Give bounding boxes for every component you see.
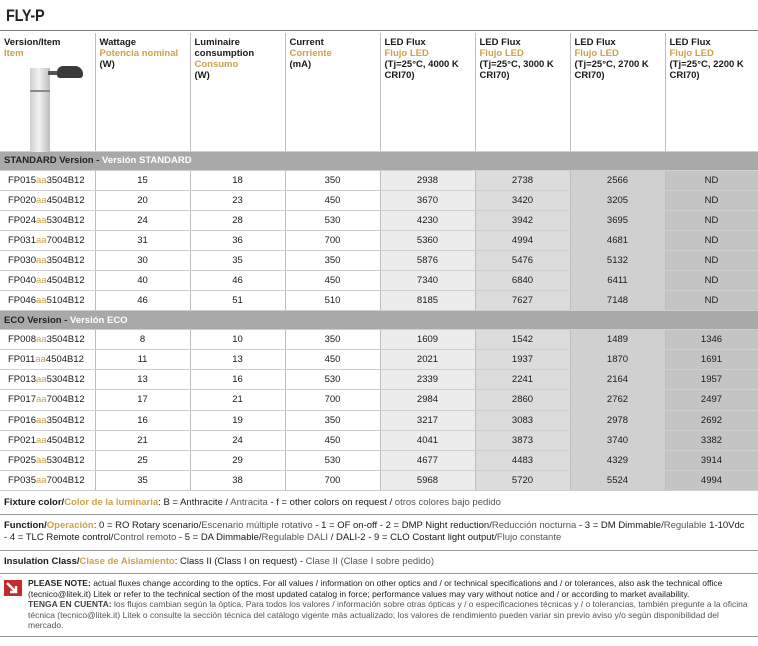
wattage-cell: 17 [95,390,190,410]
flux-4000k-cell: 7340 [380,270,475,290]
current-cell: 350 [285,410,380,430]
table-row [0,270,758,290]
current-cell: 350 [285,170,380,190]
flux-2700k-cell: 2164 [570,370,665,390]
page-title: FLY-P [6,6,45,25]
section-title: STANDARD Version - Versión STANDARD [0,151,758,170]
flux-3000k-cell: 5720 [475,470,570,490]
flux-2700k-cell: 4329 [570,450,665,470]
flux-2700k-cell: 7148 [570,291,665,311]
flux-3000k-cell: 1937 [475,350,570,370]
current-cell: 530 [285,210,380,230]
consumption-cell: 10 [190,330,285,350]
model-code: FP030aa3504B12 [0,250,95,270]
consumption-cell: 21 [190,390,285,410]
flux-4000k-cell: 2339 [380,370,475,390]
consumption-cell: 23 [190,190,285,210]
divider [0,636,758,637]
flux-2200k-cell: ND [665,230,758,250]
header-wattage: Wattage Potencia nominal (W) [95,33,190,151]
flux-2700k-cell: 4681 [570,230,665,250]
table-row [0,350,758,370]
table-header-row [0,33,758,151]
current-cell: 350 [285,250,380,270]
please-note-es: TENGA EN CUENTA: los flujos cambian según la óptica. Para todos los valores / información sobre otras ópticas y / o especificaciones técnicas y / o tolerancias, también pregunte a la oficina técnica (tecnico@litek.it) Litek o consulte la sección técnica del catálogo vigente más actualizado; los valores de rendimiento pueden variar sin previo aviso y/o según disponibilidad del mercado. [28,599,748,630]
flux-4000k-cell: 2984 [380,390,475,410]
current-cell: 530 [285,370,380,390]
consumption-cell: 46 [190,270,285,290]
table-body [0,151,758,490]
model-code: FP011aa4504B12 [0,350,95,370]
insulation-note: Insulation Class/Clase de Aislamiento: Class II (Class I on request) - Clase II (Clase I sobre pedido) [4,556,434,567]
wattage-cell: 15 [95,170,190,190]
wattage-cell: 24 [95,210,190,230]
flux-2200k-cell: 2692 [665,410,758,430]
flux-4000k-cell: 5876 [380,250,475,270]
function-note: Function/Operación: 0 = RO Rotary scenario/Escenario múltiple rotativo - 1 = OF on-off - 2 = DMP Night reduction/Reducción nocturna - 3 = DM Dimmable/Regulable 1-10Vdc - 4 = TLC Remote control/Control remoto - 5 = DA Dimmable/Regulable DALI / DALI-2 - 9 = CLO Costant light output/Flujo constante [4,520,745,543]
consumption-cell: 28 [190,210,285,230]
flux-2700k-cell: 2978 [570,410,665,430]
header-consumption: Luminaire consumption Consumo (W) [190,33,285,151]
table-row [0,410,758,430]
please-note-block [28,578,754,631]
flux-2700k-cell: 1870 [570,350,665,370]
luminaire-pole-band [30,90,50,92]
flux-2200k-cell: 1346 [665,330,758,350]
flux-2700k-cell: 3740 [570,430,665,450]
wattage-cell: 11 [95,350,190,370]
flux-3000k-cell: 2241 [475,370,570,390]
flux-4000k-cell: 4041 [380,430,475,450]
flux-4000k-cell: 3670 [380,190,475,210]
divider [0,573,758,574]
model-code: FP017aa7004B12 [0,390,95,410]
wattage-cell: 25 [95,450,190,470]
wattage-cell: 40 [95,270,190,290]
flux-3000k-cell: 4483 [475,450,570,470]
consumption-cell: 38 [190,470,285,490]
current-cell: 700 [285,390,380,410]
section-title: ECO Version - Versión ECO [0,311,758,330]
flux-4000k-cell: 1609 [380,330,475,350]
spec-table [0,33,758,491]
fixture-color-note: Fixture color/Color de la luminaria: B = Anthracite / Antracita - f = other colors on request / otros colores bajo pedido [4,497,501,508]
model-code: FP031aa7004B12 [0,230,95,250]
flux-3000k-cell: 3942 [475,210,570,230]
please-note-en: PLEASE NOTE: actual fluxes change according to the optics. For all values / information on other optics and / or technical specifications and / or tolerances, also ask the technical office (tecnico@litek.it) Litek or refer to the technical section of the most updated catalog in force; performance values may vary without notice and / or according to market availability. [28,578,723,599]
current-cell: 700 [285,230,380,250]
header-version: Version/Item Item [0,33,95,151]
flux-4000k-cell: 5360 [380,230,475,250]
consumption-cell: 16 [190,370,285,390]
model-code: FP035aa7004B12 [0,470,95,490]
flux-4000k-cell: 5968 [380,470,475,490]
table-row [0,250,758,270]
table-row [0,170,758,190]
flux-2200k-cell: ND [665,270,758,290]
table-row [0,470,758,490]
flux-2700k-cell: 6411 [570,270,665,290]
warning-arrow-icon [4,580,22,596]
flux-2700k-cell: 5524 [570,470,665,490]
consumption-cell: 29 [190,450,285,470]
flux-3000k-cell: 6840 [475,270,570,290]
title-divider [0,30,758,31]
consumption-cell: 13 [190,350,285,370]
section-header-row [0,151,758,170]
flux-2200k-cell: 4994 [665,470,758,490]
flux-2200k-cell: ND [665,190,758,210]
flux-2700k-cell: 3695 [570,210,665,230]
flux-2200k-cell: 1691 [665,350,758,370]
flux-3000k-cell: 4994 [475,230,570,250]
wattage-cell: 35 [95,470,190,490]
flux-3000k-cell: 5476 [475,250,570,270]
flux-2200k-cell: 3382 [665,430,758,450]
flux-4000k-cell: 2021 [380,350,475,370]
header-flux-2700k: LED Flux Flujo LED (Tj=25°C, 2700 K CRI70) [570,33,665,151]
current-cell: 530 [285,450,380,470]
consumption-cell: 18 [190,170,285,190]
flux-4000k-cell: 2938 [380,170,475,190]
flux-2700k-cell: 1489 [570,330,665,350]
wattage-cell: 16 [95,410,190,430]
table-row [0,390,758,410]
table-row [0,230,758,250]
header-flux-4000k: LED Flux Flujo LED (Tj=25°C, 4000 K CRI70) [380,33,475,151]
consumption-cell: 36 [190,230,285,250]
flux-2700k-cell: 2566 [570,170,665,190]
consumption-cell: 19 [190,410,285,430]
wattage-cell: 20 [95,190,190,210]
table-row [0,210,758,230]
model-code: FP021aa4504B12 [0,430,95,450]
flux-2200k-cell: 1957 [665,370,758,390]
model-code: FP016aa3504B12 [0,410,95,430]
current-cell: 450 [285,350,380,370]
model-code: FP015aa3504B12 [0,170,95,190]
flux-2200k-cell: ND [665,170,758,190]
header-current: Current Corriente (mA) [285,33,380,151]
model-code: FP013aa5304B12 [0,370,95,390]
model-code: FP040aa4504B12 [0,270,95,290]
section-header-row [0,311,758,330]
wattage-cell: 8 [95,330,190,350]
table-row [0,450,758,470]
model-code: FP024aa5304B12 [0,210,95,230]
header-flux-3000k: LED Flux Flujo LED (Tj=25°C, 3000 K CRI70) [475,33,570,151]
consumption-cell: 35 [190,250,285,270]
model-code: FP020aa4504B12 [0,190,95,210]
flux-2700k-cell: 3205 [570,190,665,210]
table-row [0,330,758,350]
flux-3000k-cell: 7627 [475,291,570,311]
wattage-cell: 13 [95,370,190,390]
divider [0,514,758,515]
flux-3000k-cell: 2860 [475,390,570,410]
flux-4000k-cell: 8185 [380,291,475,311]
flux-3000k-cell: 3873 [475,430,570,450]
flux-2200k-cell: 2497 [665,390,758,410]
current-cell: 450 [285,270,380,290]
current-cell: 700 [285,470,380,490]
current-cell: 350 [285,330,380,350]
flux-2200k-cell: ND [665,210,758,230]
flux-3000k-cell: 3420 [475,190,570,210]
wattage-cell: 21 [95,430,190,450]
wattage-cell: 30 [95,250,190,270]
table-row [0,430,758,450]
wattage-cell: 31 [95,230,190,250]
consumption-cell: 24 [190,430,285,450]
flux-2700k-cell: 5132 [570,250,665,270]
flux-4000k-cell: 3217 [380,410,475,430]
flux-2700k-cell: 2762 [570,390,665,410]
flux-4000k-cell: 4677 [380,450,475,470]
table-row [0,190,758,210]
table-row [0,370,758,390]
model-code: FP008aa3504B12 [0,330,95,350]
luminaire-head-image [57,66,83,78]
luminaire-pole-image [30,68,50,152]
flux-3000k-cell: 1542 [475,330,570,350]
table-row [0,291,758,311]
consumption-cell: 51 [190,291,285,311]
model-code: FP025aa5304B12 [0,450,95,470]
wattage-cell: 46 [95,291,190,311]
model-code: FP046aa5104B12 [0,291,95,311]
current-cell: 510 [285,291,380,311]
flux-3000k-cell: 2738 [475,170,570,190]
flux-4000k-cell: 4230 [380,210,475,230]
flux-2200k-cell: 3914 [665,450,758,470]
flux-3000k-cell: 3083 [475,410,570,430]
current-cell: 450 [285,190,380,210]
current-cell: 450 [285,430,380,450]
header-flux-2200k: LED Flux Flujo LED (Tj=25°C, 2200 K CRI70) [665,33,758,151]
divider [0,550,758,551]
flux-2200k-cell: ND [665,291,758,311]
flux-2200k-cell: ND [665,250,758,270]
